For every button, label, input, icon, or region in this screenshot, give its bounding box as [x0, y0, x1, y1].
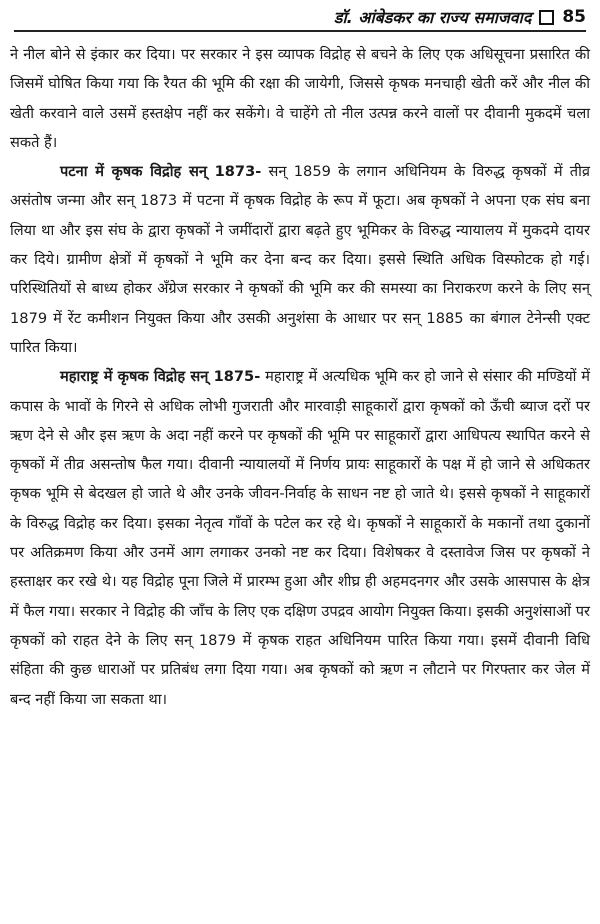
header-rule	[14, 30, 586, 32]
paragraph-continuation	[10, 40, 590, 157]
page-number: 85	[562, 7, 586, 27]
paragraph-patna-revolt	[10, 157, 590, 362]
paragraph-maharashtra-revolt	[10, 362, 590, 714]
section-title-patna: पटना में कृषक विद्रोह सन् 1873-	[60, 163, 262, 181]
running-header-title: डॉ. आंबेडकर का राज्य समाजवाद	[333, 8, 532, 27]
square-bullet-icon	[539, 10, 554, 25]
paragraph-text: सन् 1859 के लगान अधिनियम के विरुद्ध कृषकों में तीव्र असंतोष जन्मा और सन् 1873 में पटना में कृषक विद्रोह के रूप में फूटा। अब कृषकों ने अपना एक संघ बना लिया था और इस संघ के द्वारा कृषकों ने जमींदारों द्वारा बढ़ते हुए भूमिकर के विरुद्ध न्यायालय में मुकदमे दायर कर दिये। ग्रामीण क्षेत्रों में कृषकों ने भूमि कर देना बन्द कर दिया। इससे स्थिति अधिक विस्फोटक हो गई। परिस्थितियों से बाध्य होकर अँग्रेज सरकार ने कृषकों की भूमि कर की समस्या का निराकरण करने के लिए सन् 1879 में रेंट कमीशन नियुक्त किया और उसकी अनुशंसा के आधार पर सन् 1885 का बंगाल टेनेन्सी एक्ट पारित किया।	[10, 163, 590, 356]
section-title-maharashtra: महाराष्ट्र में कृषक विद्रोह सन् 1875-	[60, 368, 261, 386]
paragraph-text: ने नील बोने से इंकार कर दिया। पर सरकार ने इस व्यापक विद्रोह से बचने के लिए एक अधिसूचना प्रसारित की जिसमें घोषित किया गया कि रैयत की भूमि की रक्षा की जायेगी, जिससे कृषक मनचाही खेती करें और नील की खेती करवाने वाले उसमें हस्तक्षेप नहीं कर सकेंगे। वे चाहेंगे तो नील उत्पन्न करने वालों पर दीवानी मुकदमें चला सकते हैं।	[10, 46, 591, 151]
body-text	[10, 40, 590, 714]
running-header	[334, 6, 586, 28]
paragraph-text: महाराष्ट्र में अत्यधिक भूमि कर हो जाने से संसार की मण्डियों में कपास के भावों के गिरने से अधिक लोभी गुजराती और मारवाड़ी साहूकारों द्वारा कृषकों को ऊँची ब्याज दरों पर ऋण देने से और इस ऋण के अदा नहीं करने पर कृषकों की भूमि पर साहूकारों द्वारा आधिपत्य स्थापित करने से कृषकों में तीव्र असन्तोष फैल गया। दीवानी न्यायालयों में निर्णय प्रायः साहूकारों के पक्ष में हो जाने से अधिकतर कृषक भूमि से बेदखल हो जाते थे और उनके जीवन-निर्वाह के साधन नष्ट हो जाते थे। इससे कृषकों ने साहूकारों के विरुद्ध विद्रोह कर दिया। इसका नेतृत्व गाँवों के पटेल कर रहे थे। कृषकों ने साहूकारों के मकानों तथा दुकानों पर अतिक्रमण किया और उनमें आग लगाकर उनको नष्ट कर दिया। विशेषकर वे दस्तावेज जिस पर कृषकों ने हस्ताक्षर कर रखे थे। यह विद्रोह पूना जिले में प्रारम्भ हुआ और शीघ्र ही अहमदनगर और उसके आसपास के क्षेत्र में फैल गया। सरकार ने विद्रोह की जाँच के लिए एक दक्षिण उपद्रव आयोग नियुक्त किया। इसकी अनुशंसाओं पर कृषकों को राहत देने के लिए सन् 1879 में कृषक राहत अधिनियम पारित किया गया। इसमें दीवानी विधि संहिता की कुछ धाराओं पर प्रतिबंध लगा दिया गया। अब कृषकों को ऋण न लौटाने पर गिरफ्तार कर जेल में बन्द नहीं किया जा सकता था।	[10, 368, 590, 708]
